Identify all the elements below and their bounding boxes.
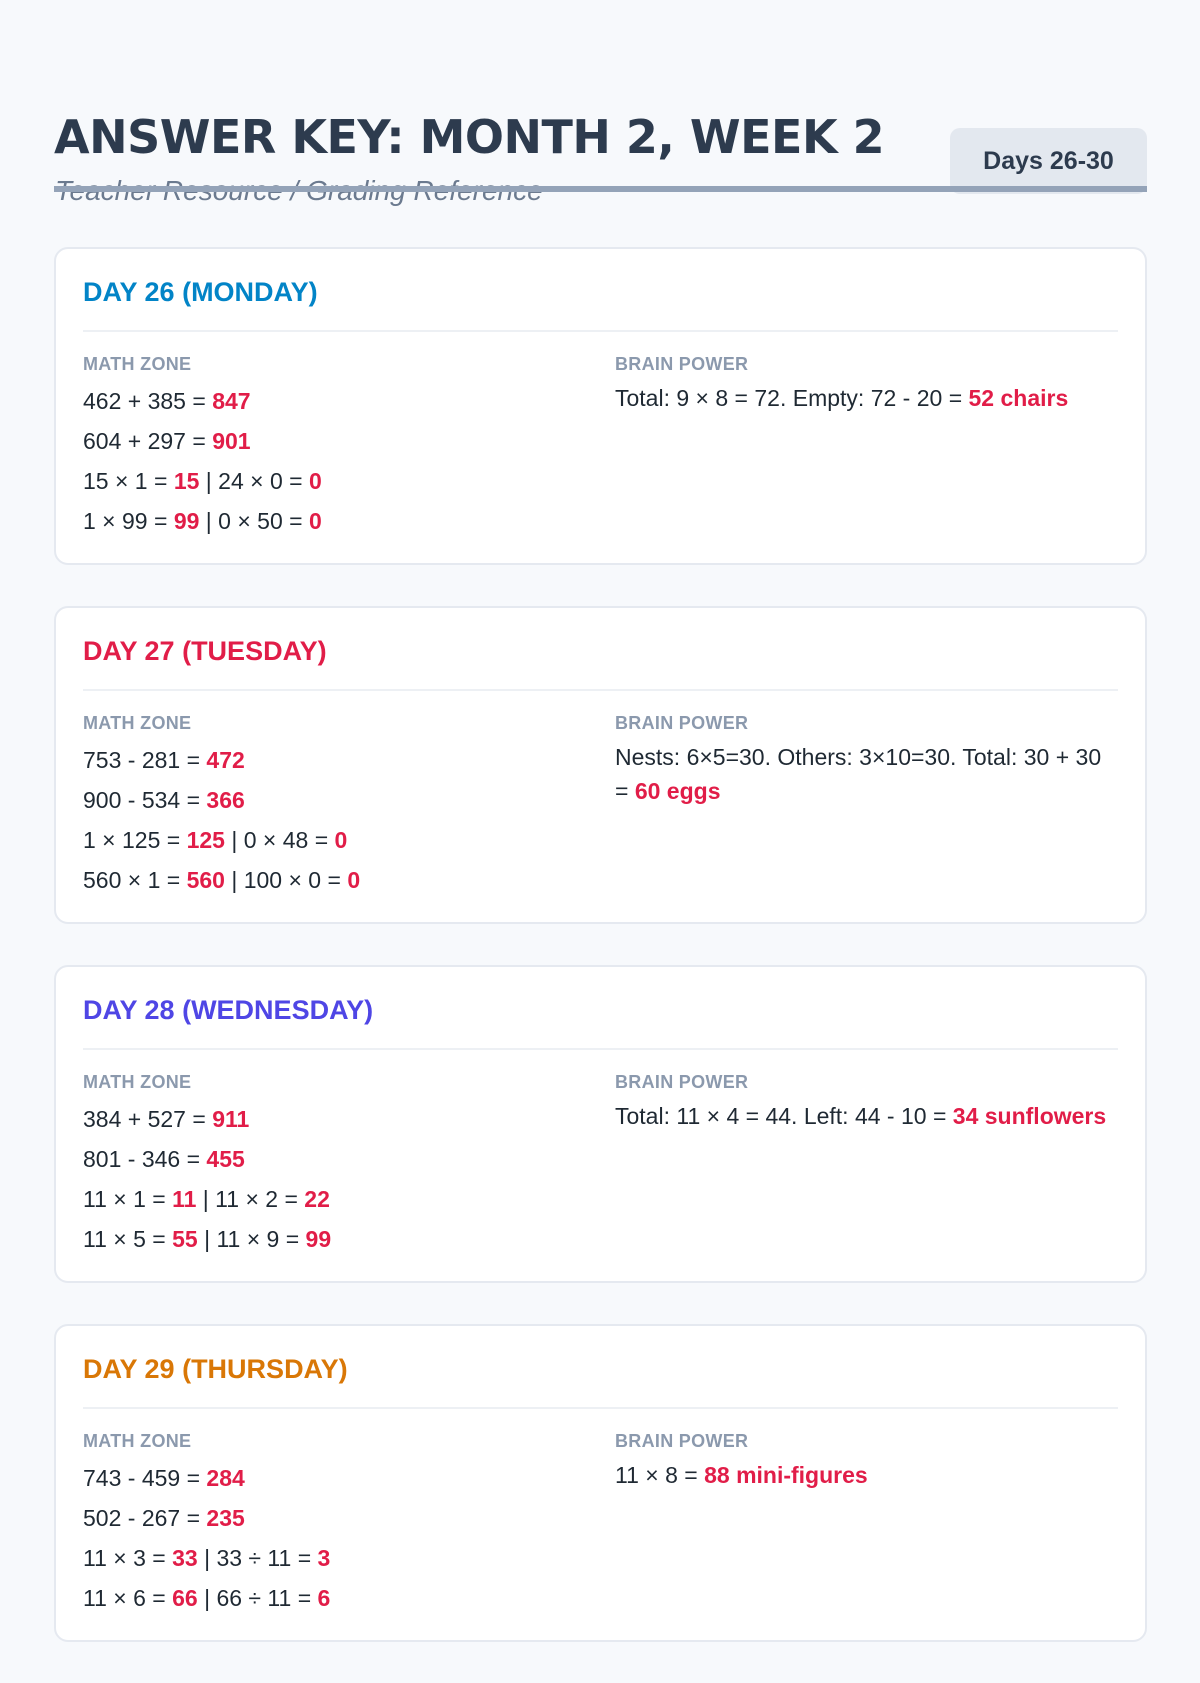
answer: 11	[172, 1186, 197, 1212]
answer: 284	[206, 1465, 245, 1491]
solution-text: 11 × 8 =	[615, 1462, 705, 1488]
page-header	[54, 54, 1147, 189]
math-problem	[83, 1179, 563, 1219]
answer: 99	[173, 508, 200, 534]
math-problem	[83, 780, 563, 820]
problem-text: | 100 × 0 =	[224, 867, 348, 893]
answer: 66	[172, 1585, 198, 1611]
answer: 52 chairs	[968, 385, 1069, 411]
math-problem	[83, 501, 563, 541]
math-zone	[83, 1071, 563, 1259]
problem-text: 11 × 1 =	[83, 1186, 173, 1212]
problem-text: 384 + 527 =	[83, 1106, 213, 1132]
math-problem	[83, 860, 563, 900]
problem-text: | 11 × 2 =	[196, 1186, 305, 1212]
day-title: DAY 26 (MONDAY)	[83, 277, 318, 307]
brain-power-label: BRAIN POWER	[615, 1072, 749, 1092]
day-title: DAY 29 (THURSDAY)	[83, 1354, 348, 1384]
days-range-badge: Days 26-30	[950, 128, 1147, 194]
answer: 22	[304, 1186, 330, 1212]
solution-text: Nests: 6×5=30. Others: 3×10=30. Total: 30 + 30 =	[615, 744, 1102, 804]
answer: 0	[308, 508, 322, 534]
math-zone	[83, 1430, 563, 1618]
math-problem	[83, 1458, 563, 1498]
brain-power-solution	[615, 1099, 1118, 1133]
card-divider	[83, 1048, 1118, 1050]
problem-text: 1 × 99 =	[83, 508, 174, 534]
day-title: DAY 28 (WEDNESDAY)	[83, 995, 374, 1025]
brain-power-solution	[615, 1458, 1118, 1492]
answer: 6	[317, 1585, 331, 1611]
answer: 60 eggs	[634, 778, 721, 804]
answer: 366	[206, 787, 245, 813]
problem-text: | 66 ÷ 11 =	[197, 1585, 318, 1611]
problem-text: | 33 ÷ 11 =	[197, 1545, 318, 1571]
math-problem	[83, 421, 563, 461]
answer: 472	[206, 747, 245, 773]
brain-power	[615, 353, 1118, 415]
card-divider	[83, 689, 1118, 691]
answer: 88 mini-figures	[704, 1462, 868, 1488]
answer: 15	[173, 468, 200, 494]
brain-power-solution	[615, 740, 1118, 808]
brain-power	[615, 1071, 1118, 1133]
day-card	[54, 965, 1147, 1283]
answer: 0	[347, 867, 361, 893]
math-zone-label: MATH ZONE	[83, 1431, 192, 1451]
brain-power	[615, 712, 1118, 808]
math-problem	[83, 461, 563, 501]
solution-text: Total: 11 × 4 = 44. Left: 44 - 10 =	[615, 1103, 953, 1129]
answer: 911	[212, 1106, 250, 1132]
problem-text: | 24 × 0 =	[199, 468, 309, 494]
math-problem	[83, 1538, 563, 1578]
answer: 847	[212, 388, 251, 414]
problem-text: | 0 × 50 =	[199, 508, 309, 534]
problem-text: 462 + 385 =	[83, 388, 213, 414]
answer: 0	[308, 468, 322, 494]
math-problem	[83, 1099, 563, 1139]
problem-text: | 0 × 48 =	[224, 827, 335, 853]
problem-text: 11 × 5 =	[83, 1226, 173, 1252]
answer: 455	[206, 1146, 245, 1172]
day-title: DAY 27 (TUESDAY)	[83, 636, 327, 666]
brain-power-label: BRAIN POWER	[615, 713, 749, 733]
math-problem	[83, 820, 563, 860]
answer: 125	[186, 827, 225, 853]
math-zone-label: MATH ZONE	[83, 713, 192, 733]
problem-text: 11 × 3 =	[83, 1545, 173, 1571]
math-zone	[83, 712, 563, 900]
day-card	[54, 247, 1147, 565]
brain-power-label: BRAIN POWER	[615, 354, 749, 374]
problem-text: 15 × 1 =	[83, 468, 174, 494]
math-zone-label: MATH ZONE	[83, 1072, 192, 1092]
problem-text: 502 - 267 =	[83, 1505, 207, 1531]
math-zone-label: MATH ZONE	[83, 354, 192, 374]
problem-text: 11 × 6 =	[83, 1585, 173, 1611]
answer: 235	[206, 1505, 245, 1531]
answer: 3	[317, 1545, 331, 1571]
day-cards	[54, 247, 1147, 1683]
math-problem	[83, 1498, 563, 1538]
math-problem	[83, 1219, 563, 1259]
page-title: ANSWER KEY: MONTH 2, WEEK 2	[54, 110, 885, 164]
problem-text: 743 - 459 =	[83, 1465, 207, 1491]
card-divider	[83, 330, 1118, 332]
problem-text: 801 - 346 =	[83, 1146, 207, 1172]
solution-text: Total: 9 × 8 = 72. Empty: 72 - 20 =	[615, 385, 969, 411]
math-problem	[83, 1139, 563, 1179]
brain-power	[615, 1430, 1118, 1492]
answer: 55	[172, 1226, 198, 1252]
brain-power-solution	[615, 381, 1118, 415]
answer: 0	[334, 827, 348, 853]
math-problem	[83, 1578, 563, 1618]
answer: 34 sunflowers	[952, 1103, 1107, 1129]
answer: 560	[186, 867, 225, 893]
problem-text: 1 × 125 =	[83, 827, 187, 853]
problem-text: 900 - 534 =	[83, 787, 207, 813]
math-problem	[83, 381, 563, 421]
header-divider	[54, 186, 1147, 192]
day-card	[54, 1324, 1147, 1642]
day-card	[54, 606, 1147, 924]
problem-text: 604 + 297 =	[83, 428, 213, 454]
math-problem	[83, 740, 563, 780]
answer: 33	[172, 1545, 198, 1571]
brain-power-label: BRAIN POWER	[615, 1431, 749, 1451]
problem-text: 753 - 281 =	[83, 747, 207, 773]
card-divider	[83, 1407, 1118, 1409]
answer: 99	[305, 1226, 332, 1252]
answer: 901	[212, 428, 251, 454]
math-zone	[83, 353, 563, 541]
problem-text: 560 × 1 =	[83, 867, 187, 893]
problem-text: | 11 × 9 =	[197, 1226, 306, 1252]
